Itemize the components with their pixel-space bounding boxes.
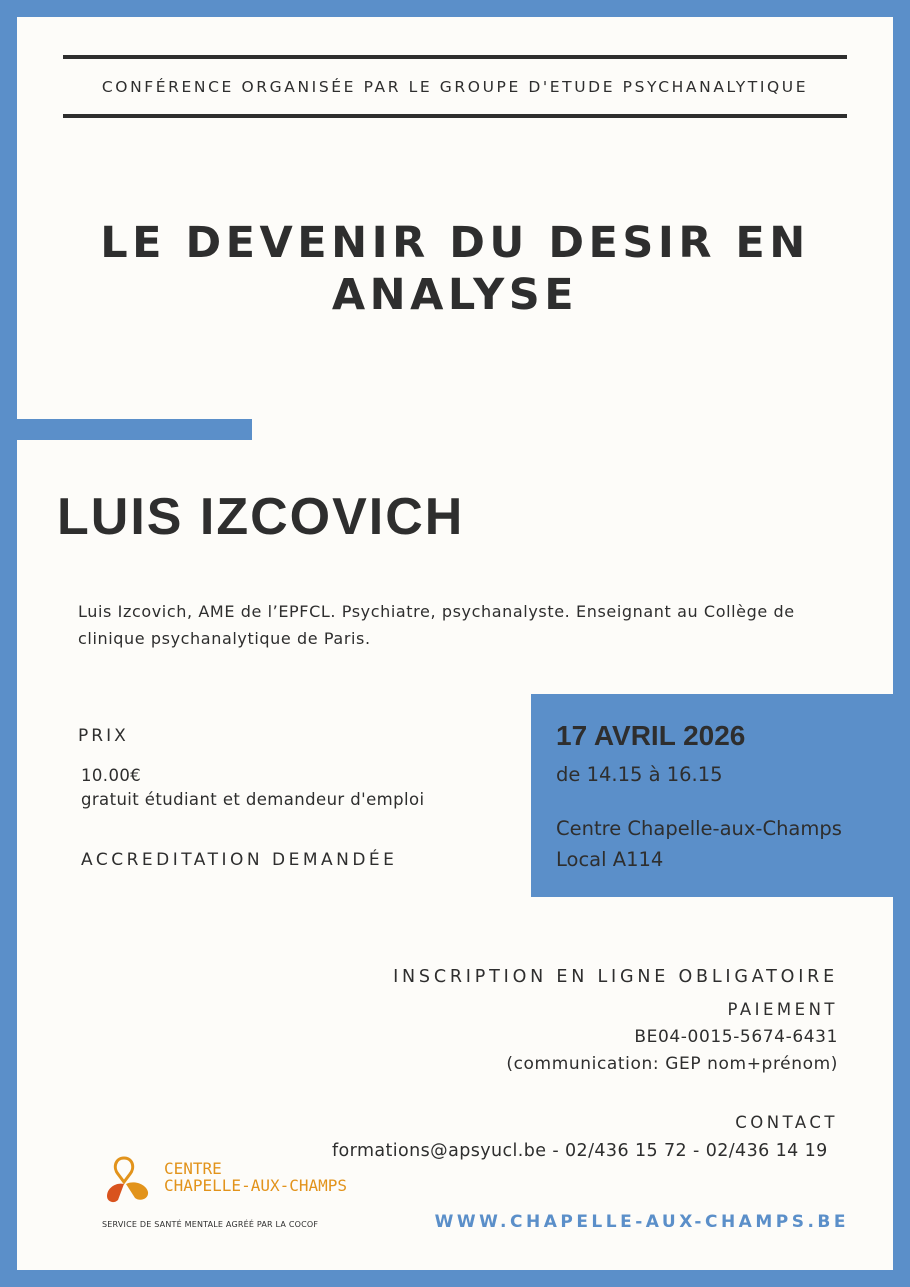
event-date: 17 AVRIL 2026 (556, 720, 746, 751)
logo-name-line-2: CHAPELLE-AUX-CHAMPS (164, 1176, 348, 1195)
logo-mark-icon (102, 1154, 162, 1214)
accreditation-note: ACCREDITATION DEMANDÉE (81, 850, 398, 870)
payment-label: PAIEMENT (727, 1000, 838, 1019)
speaker-name: LUIS IZCOVICH (57, 488, 465, 546)
price-free-note: gratuit étudiant et demandeur d'emploi (81, 790, 425, 809)
top-rule (63, 55, 847, 59)
speaker-bio (78, 598, 848, 652)
bio-line-1: Luis Izcovich, AME de l’EPFCL. Psychiatre, psychanalyste. Enseignant au Collège de (78, 602, 795, 621)
centre-logo (102, 1154, 348, 1234)
logo-tagline: SERVICE DE SANTÉ MENTALE AGRÉÉ PAR LA COCOF (102, 1220, 319, 1229)
poster-page (17, 17, 893, 1270)
payment-communication: (communication: GEP nom+prénom) (506, 1054, 838, 1074)
event-place: Centre Chapelle-aux-Champs (556, 817, 842, 840)
title-line-2: ANALYSE (331, 270, 579, 320)
accent-bar (17, 419, 252, 440)
price-amount: 10.00€ (81, 766, 142, 785)
payment-iban: BE04-0015-5674-6431 (634, 1027, 838, 1047)
logo-name (164, 1160, 347, 1194)
website-link[interactable]: WWW.CHAPELLE-AUX-CHAMPS.BE (434, 1212, 849, 1232)
organiser-line: CONFÉRENCE ORGANISÉE PAR LE GROUPE D'ETUDE PSYCHANALYTIQUE (101, 78, 809, 96)
price-label: PRIX (78, 726, 129, 746)
event-time: de 14.15 à 16.15 (556, 763, 723, 786)
contact-details: formations@apsyucl.be - 02/436 15 72 - 02/436 14 19 (332, 1141, 828, 1161)
registration-label: INSCRIPTION EN LIGNE OBLIGATOIRE (393, 967, 838, 987)
bio-line-2: clinique psychanalytique de Paris. (78, 629, 371, 648)
event-room: Local A114 (556, 848, 664, 871)
logo-name-line-1: CENTRE (164, 1159, 222, 1178)
bottom-rule (63, 114, 847, 118)
conference-title (57, 217, 853, 321)
contact-label: CONTACT (735, 1113, 838, 1132)
title-line-1: LE DEVENIR DU DESIR EN (100, 218, 810, 268)
